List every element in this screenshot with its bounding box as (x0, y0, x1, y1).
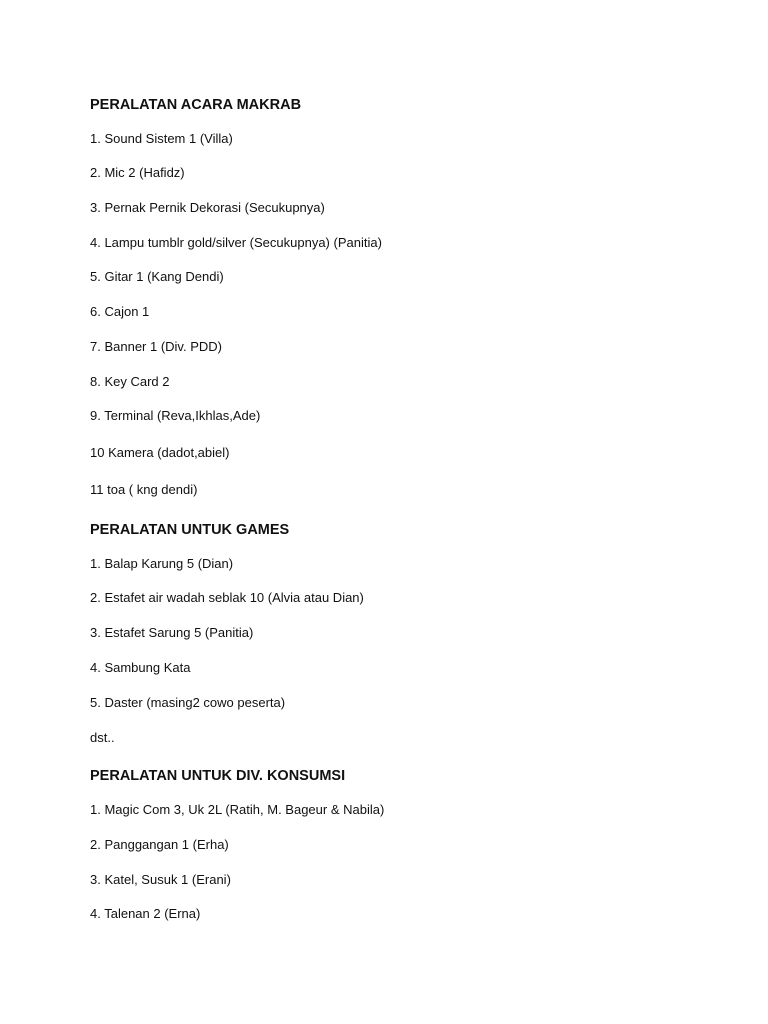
list-item: 6. Cajon 1 (90, 304, 150, 319)
list-item: 1. Sound Sistem 1 (Villa) (90, 131, 233, 146)
list-item: 9. Terminal (Reva,Ikhlas,Ade) (90, 408, 261, 423)
list-item: 3. Pernak Pernik Dekorasi (Secukupnya) (90, 200, 325, 215)
list-item: 5. Gitar 1 (Kang Dendi) (90, 269, 224, 284)
list-item: 8. Key Card 2 (90, 374, 170, 389)
list-item: 3. Katel, Susuk 1 (Erani) (90, 872, 231, 887)
list-item: 4. Lampu tumblr gold/silver (Secukupnya) (Panitia) (90, 235, 382, 250)
list-item: 2. Mic 2 (Hafidz) (90, 165, 185, 180)
list-item: 5. Daster (masing2 cowo peserta) (90, 695, 286, 710)
list-item: 1. Magic Com 3, Uk 2L (Ratih, M. Bageur & Nabila) (90, 802, 385, 817)
list-item: 10 Kamera (dadot,abiel) (90, 445, 230, 460)
list-item: dst.. (90, 730, 115, 745)
list-item: 1. Balap Karung 5 (Dian) (90, 556, 234, 571)
list-item: 7. Banner 1 (Div. PDD) (90, 339, 222, 354)
section-heading-makrab: PERALATAN ACARA MAKRAB (90, 97, 302, 113)
list-item: 2. Panggangan 1 (Erha) (90, 837, 229, 852)
list-item: 4. Sambung Kata (90, 660, 191, 675)
section-heading-konsumsi: PERALATAN UNTUK DIV. KONSUMSI (90, 768, 346, 784)
list-item: 4. Talenan 2 (Erna) (90, 906, 201, 921)
list-item: 2. Estafet air wadah seblak 10 (Alvia atau Dian) (90, 590, 364, 605)
section-heading-games: PERALATAN UNTUK GAMES (90, 522, 290, 538)
list-item: 3. Estafet Sarung 5 (Panitia) (90, 625, 254, 640)
list-item: 11 toa ( kng dendi) (90, 482, 198, 497)
